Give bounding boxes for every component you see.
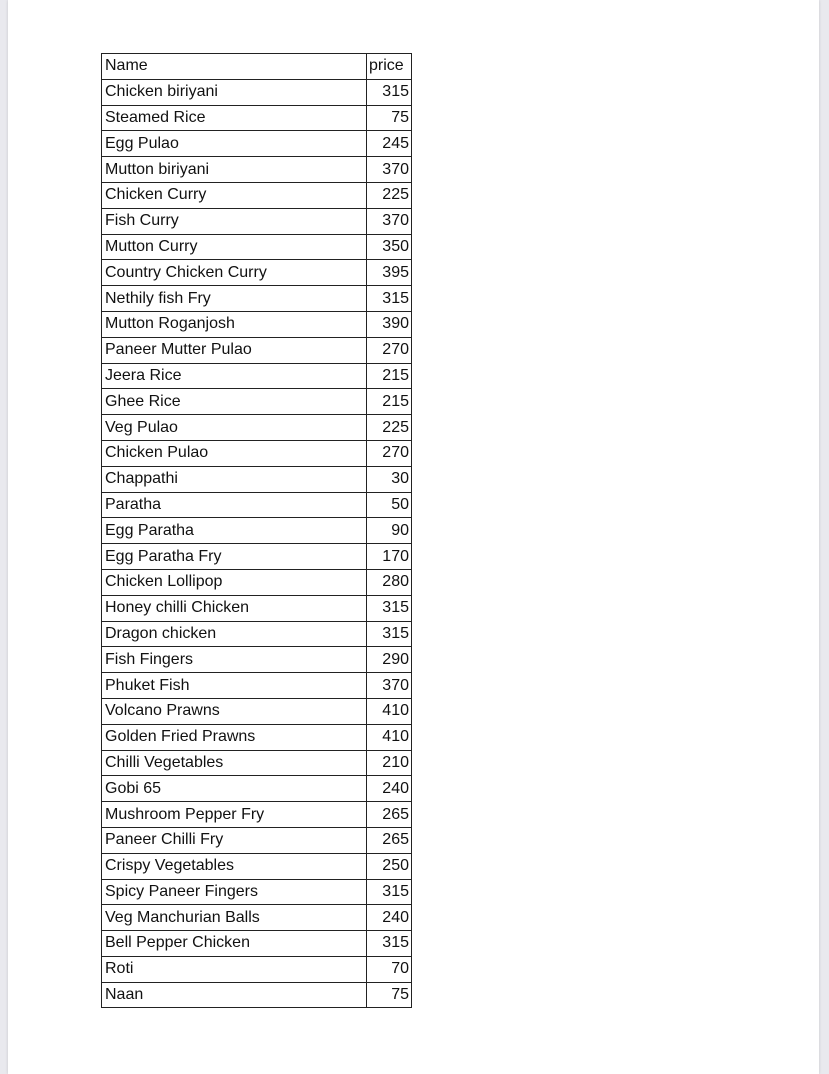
item-price-cell: 90 (367, 518, 412, 544)
item-name-cell: Egg Paratha Fry (102, 544, 367, 570)
table-row (102, 544, 412, 570)
table-row (102, 492, 412, 518)
table-row (102, 879, 412, 905)
item-name-cell: Egg Paratha (102, 518, 367, 544)
item-name-cell: Crispy Vegetables (102, 853, 367, 879)
column-header-price: price (367, 54, 412, 80)
item-price-cell: 75 (367, 982, 412, 1008)
item-price-cell: 315 (367, 879, 412, 905)
table-row (102, 311, 412, 337)
table-row (102, 982, 412, 1008)
table-row (102, 518, 412, 544)
table-row (102, 157, 412, 183)
item-name-cell: Honey chilli Chicken (102, 595, 367, 621)
item-price-cell: 315 (367, 595, 412, 621)
item-name-cell: Nethily fish Fry (102, 286, 367, 312)
table-row (102, 647, 412, 673)
item-name-cell: Mutton Roganjosh (102, 311, 367, 337)
item-price-cell: 210 (367, 750, 412, 776)
item-name-cell: Fish Curry (102, 208, 367, 234)
table-row (102, 466, 412, 492)
item-name-cell: Chicken Pulao (102, 440, 367, 466)
item-price-cell: 215 (367, 363, 412, 389)
table-body (102, 79, 412, 1008)
item-name-cell: Chilli Vegetables (102, 750, 367, 776)
item-price-cell: 370 (367, 208, 412, 234)
item-price-cell: 270 (367, 337, 412, 363)
table-row (102, 776, 412, 802)
table-row (102, 260, 412, 286)
item-price-cell: 215 (367, 389, 412, 415)
item-name-cell: Mushroom Pepper Fry (102, 802, 367, 828)
item-name-cell: Chicken Lollipop (102, 569, 367, 595)
table-row (102, 131, 412, 157)
item-price-cell: 245 (367, 131, 412, 157)
table-row (102, 440, 412, 466)
item-name-cell: Spicy Paneer Fingers (102, 879, 367, 905)
item-price-cell: 370 (367, 157, 412, 183)
item-name-cell: Country Chicken Curry (102, 260, 367, 286)
item-name-cell: Ghee Rice (102, 389, 367, 415)
item-name-cell: Chappathi (102, 466, 367, 492)
item-name-cell: Paratha (102, 492, 367, 518)
table-row (102, 415, 412, 441)
item-price-cell: 410 (367, 698, 412, 724)
item-price-cell: 390 (367, 311, 412, 337)
document-page (8, 0, 819, 1074)
table-row (102, 79, 412, 105)
table-row (102, 621, 412, 647)
table-row (102, 595, 412, 621)
item-name-cell: Gobi 65 (102, 776, 367, 802)
table-row (102, 750, 412, 776)
table-row (102, 569, 412, 595)
item-name-cell: Veg Manchurian Balls (102, 905, 367, 931)
table-row (102, 905, 412, 931)
item-name-cell: Egg Pulao (102, 131, 367, 157)
item-price-cell: 240 (367, 776, 412, 802)
table-row (102, 182, 412, 208)
table-row (102, 698, 412, 724)
item-price-cell: 265 (367, 802, 412, 828)
item-name-cell: Dragon chicken (102, 621, 367, 647)
table-row (102, 286, 412, 312)
table-row (102, 389, 412, 415)
table-row (102, 827, 412, 853)
table-row (102, 363, 412, 389)
item-price-cell: 170 (367, 544, 412, 570)
item-price-cell: 265 (367, 827, 412, 853)
item-name-cell: Bell Pepper Chicken (102, 931, 367, 957)
item-name-cell: Mutton Curry (102, 234, 367, 260)
item-name-cell: Paneer Mutter Pulao (102, 337, 367, 363)
item-price-cell: 240 (367, 905, 412, 931)
column-header-name: Name (102, 54, 367, 80)
table-row (102, 673, 412, 699)
item-price-cell: 70 (367, 956, 412, 982)
table-row (102, 105, 412, 131)
item-name-cell: Steamed Rice (102, 105, 367, 131)
item-name-cell: Golden Fried Prawns (102, 724, 367, 750)
table-row (102, 208, 412, 234)
item-price-cell: 395 (367, 260, 412, 286)
item-price-cell: 225 (367, 415, 412, 441)
item-price-cell: 30 (367, 466, 412, 492)
item-name-cell: Veg Pulao (102, 415, 367, 441)
item-price-cell: 290 (367, 647, 412, 673)
table-header-row (102, 54, 412, 80)
item-price-cell: 250 (367, 853, 412, 879)
item-price-cell: 75 (367, 105, 412, 131)
item-name-cell: Paneer Chilli Fry (102, 827, 367, 853)
table-row (102, 337, 412, 363)
item-name-cell: Chicken Curry (102, 182, 367, 208)
item-price-cell: 315 (367, 286, 412, 312)
item-price-cell: 280 (367, 569, 412, 595)
item-price-cell: 315 (367, 79, 412, 105)
item-price-cell: 50 (367, 492, 412, 518)
item-price-cell: 370 (367, 673, 412, 699)
item-name-cell: Chicken biriyani (102, 79, 367, 105)
item-name-cell: Fish Fingers (102, 647, 367, 673)
item-name-cell: Mutton biriyani (102, 157, 367, 183)
table-row (102, 802, 412, 828)
table-row (102, 931, 412, 957)
item-price-cell: 270 (367, 440, 412, 466)
item-price-cell: 225 (367, 182, 412, 208)
item-name-cell: Phuket Fish (102, 673, 367, 699)
table-row (102, 853, 412, 879)
item-name-cell: Roti (102, 956, 367, 982)
item-name-cell: Naan (102, 982, 367, 1008)
menu-price-table (101, 53, 412, 1008)
table-row (102, 956, 412, 982)
item-price-cell: 315 (367, 931, 412, 957)
item-name-cell: Jeera Rice (102, 363, 367, 389)
item-name-cell: Volcano Prawns (102, 698, 367, 724)
item-price-cell: 315 (367, 621, 412, 647)
item-price-cell: 350 (367, 234, 412, 260)
table-row (102, 234, 412, 260)
item-price-cell: 410 (367, 724, 412, 750)
table-row (102, 724, 412, 750)
